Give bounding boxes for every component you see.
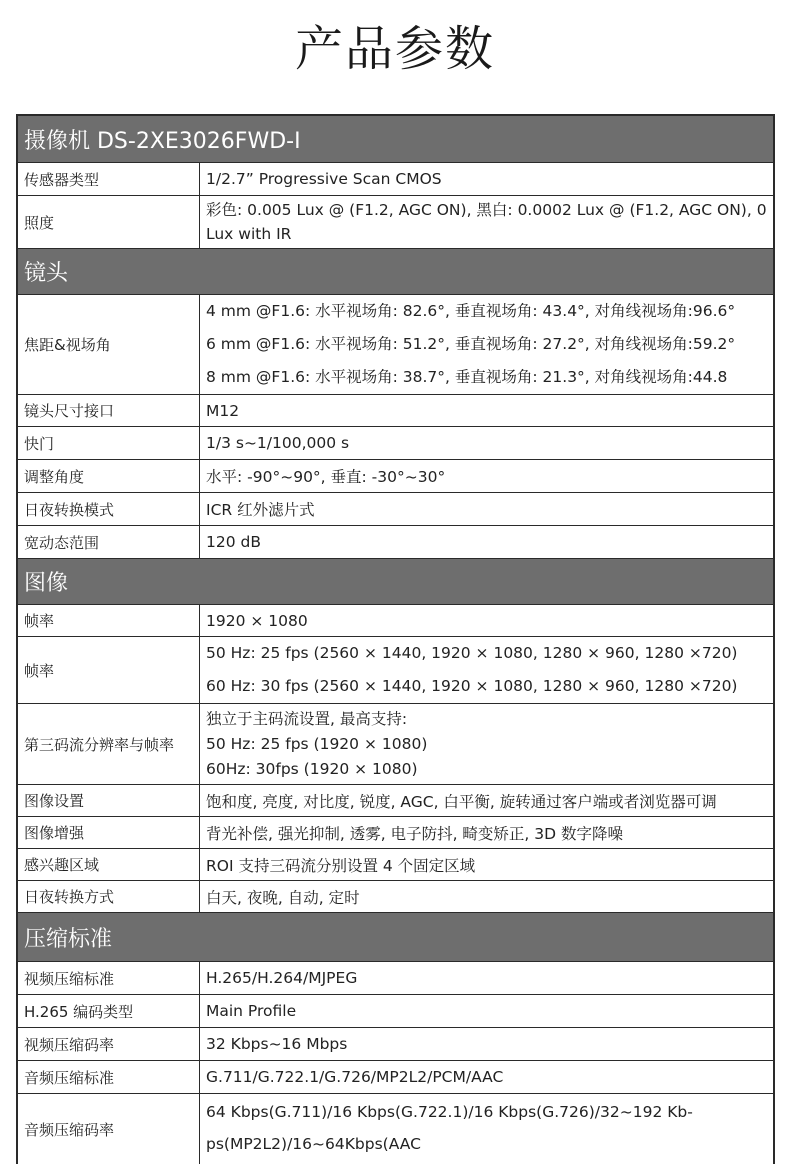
table-row: [18, 493, 773, 526]
table-row: [18, 817, 773, 849]
focal-line: 6 mm @F1.6: 水平视场角: 51.2°, 垂直视场角: 27.2°, 对角线视场角:59.2°: [206, 335, 736, 353]
row-label: 镜头尺寸接口: [18, 395, 200, 426]
row-value: 彩色: 0.005 Lux @ (F1.2, AGC ON), 黑白: 0.0002 Lux @ (F1.2, AGC ON), 0 Lux with IR: [206, 201, 767, 243]
row-label: 感兴趣区域: [18, 849, 200, 880]
row-label: 图像设置: [18, 785, 200, 816]
table-row: [18, 637, 773, 704]
row-label: 音频压缩码率: [18, 1094, 200, 1164]
row-label: 快门: [18, 427, 200, 459]
row-value: 1920 × 1080: [206, 611, 308, 630]
table-row: [18, 849, 773, 881]
row-value: H.265/H.264/MJPEG: [206, 969, 358, 987]
row-value: 1/3 s~1/100,000 s: [206, 434, 350, 452]
row-label: 焦距&视场角: [18, 295, 200, 394]
spec-table: [16, 114, 775, 1164]
row-value: 1/2.7” Progressive Scan CMOS: [206, 170, 442, 188]
table-row: [18, 1061, 773, 1094]
third-stream-line: 60Hz: 30fps (1920 × 1080): [206, 759, 418, 778]
row-value: ICR 红外滤片式: [206, 501, 315, 519]
table-row: [18, 605, 773, 637]
row-label: 视频压缩码率: [18, 1028, 200, 1060]
table-row: [18, 196, 773, 249]
page-title: 产品参数: [294, 21, 495, 77]
row-value: [200, 637, 773, 703]
row-label: 帧率: [18, 605, 200, 636]
table-row: [18, 163, 773, 196]
row-label: 第三码流分辨率与帧率: [18, 704, 200, 784]
table-row: [18, 1028, 773, 1061]
table-row: [18, 962, 773, 995]
table-row: [18, 395, 773, 427]
row-value: [200, 704, 773, 784]
table-row: [18, 881, 773, 913]
row-value: 32 Kbps~16 Mbps: [206, 1035, 348, 1053]
focal-line: 8 mm @F1.6: 水平视场角: 38.7°, 垂直视场角: 21.3°, 对角线视场角:44.8: [206, 368, 728, 386]
row-value: ROI 支持三码流分别设置 4 个固定区域: [206, 856, 476, 875]
section-header-lens: 镜头: [18, 249, 773, 295]
row-value: [200, 295, 773, 394]
table-row: [18, 427, 773, 460]
section-header-compression: 压缩标准: [18, 913, 773, 962]
framerate-line: 50 Hz: 25 fps (2560 × 1440, 1920 × 1080, 1280 × 960, 1280 ×720): [206, 644, 738, 662]
row-label: 宽动态范围: [18, 526, 200, 558]
row-label: H.265 编码类型: [18, 995, 200, 1027]
row-label: 图像增强: [18, 817, 200, 848]
row-value: 水平: -90°~90°, 垂直: -30°~30°: [206, 468, 446, 486]
row-label: 调整角度: [18, 460, 200, 492]
row-label: 日夜转换模式: [18, 493, 200, 525]
table-row: [18, 995, 773, 1028]
section-header-camera: 摄像机 DS-2XE3026FWD-I: [18, 116, 773, 163]
table-row: [18, 704, 773, 785]
table-row: [18, 785, 773, 817]
row-value: G.711/G.722.1/G.726/MP2L2/PCM/AAC: [206, 1068, 504, 1086]
row-value: M12: [206, 401, 240, 420]
row-label: 视频压缩标准: [18, 962, 200, 994]
third-stream-line: 独立于主码流设置, 最高支持:: [206, 709, 408, 728]
table-row: [18, 295, 773, 395]
row-value: 120 dB: [206, 533, 261, 551]
table-row: [18, 526, 773, 559]
focal-line: 4 mm @F1.6: 水平视场角: 82.6°, 垂直视场角: 43.4°, 对角线视场角:96.6°: [206, 302, 736, 320]
section-header-image: 图像: [18, 559, 773, 605]
row-label: 音频压缩标准: [18, 1061, 200, 1093]
third-stream-line: 50 Hz: 25 fps (1920 × 1080): [206, 734, 428, 753]
row-value: Main Profile: [206, 1002, 297, 1020]
framerate-line: 60 Hz: 30 fps (2560 × 1440, 1920 × 1080, 1280 × 960, 1280 ×720): [206, 677, 738, 695]
row-label: 照度: [18, 196, 200, 248]
row-label: 传感器类型: [18, 163, 200, 195]
row-value: 饱和度, 亮度, 对比度, 锐度, AGC, 白平衡, 旋转通过客户端或者浏览器可调: [206, 792, 717, 811]
table-row: [18, 1094, 773, 1164]
row-value: 背光补偿, 强光抑制, 透雾, 电子防抖, 畸变矫正, 3D 数字降噪: [206, 824, 623, 843]
row-label: 日夜转换方式: [18, 881, 200, 912]
row-value: 白天, 夜晚, 自动, 定时: [206, 888, 360, 907]
row-label: 帧率: [18, 637, 200, 703]
row-value: 64 Kbps(G.711)/16 Kbps(G.722.1)/16 Kbps(G.726)/32~192 Kb-ps(MP2L2)/16~64Kbps(AAC: [206, 1103, 693, 1153]
table-row: [18, 460, 773, 493]
